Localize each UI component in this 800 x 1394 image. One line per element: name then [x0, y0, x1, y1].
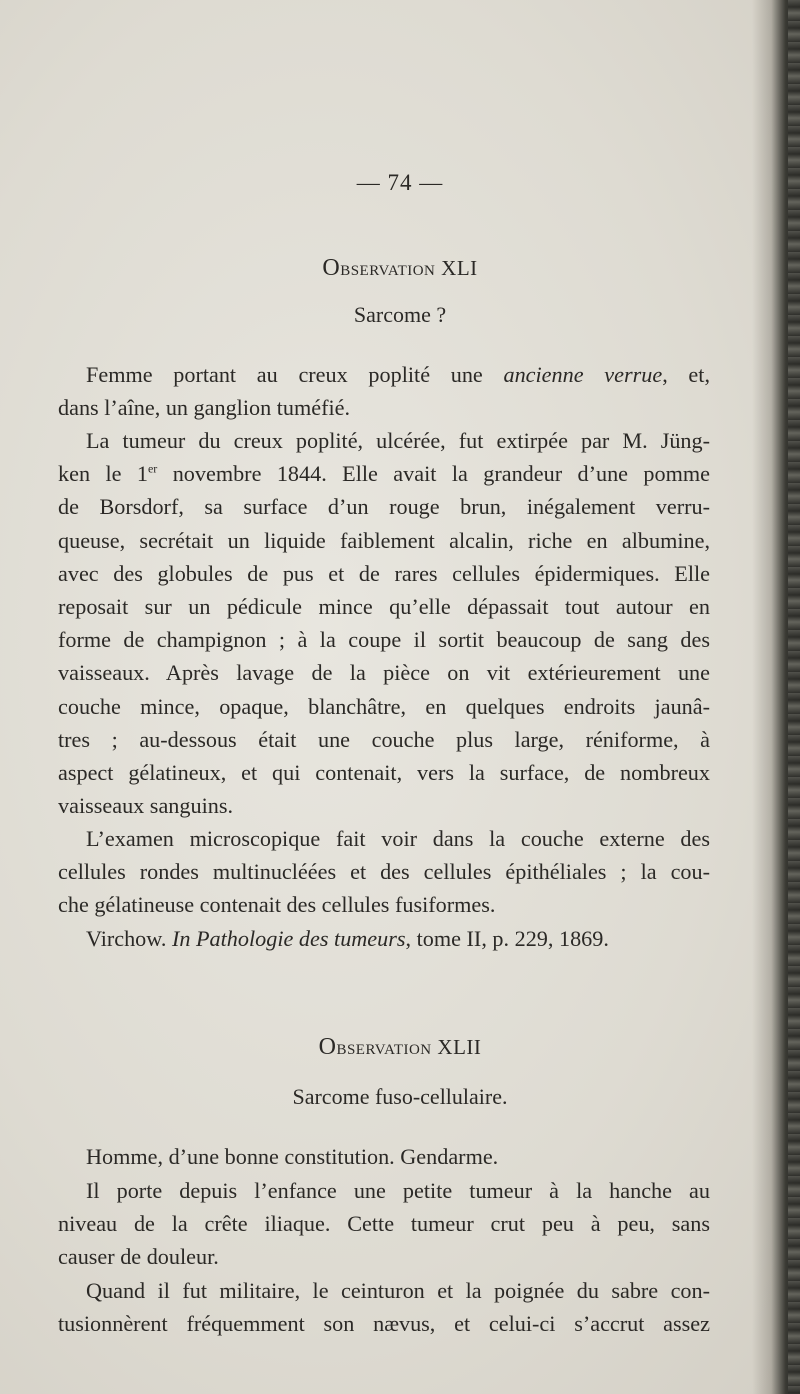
page-number: — 74 — [356, 170, 444, 195]
observation-42-paragraph-1 [58, 1140, 710, 1173]
observation-42-paragraph-3 [58, 1274, 710, 1340]
text-line: vaisseaux. Après lavage de la pièce on vit extérieurement une [58, 660, 710, 686]
text-line: Quand il fut militaire, le ceinturon et la poignée du sabre con- [86, 1278, 710, 1303]
text-run: , et, [662, 362, 710, 387]
text-line: che gélatineuse contenait des cellules fusiformes. [58, 892, 496, 918]
text-line [58, 358, 710, 391]
observation-41-paragraph-2 [58, 424, 710, 822]
observation-41-subtitle: Sarcome ? [353, 302, 447, 327]
observation-41-paragraph-1 [58, 358, 710, 424]
observation-42-subtitle: Sarcome fuso-cellulaire. [292, 1084, 508, 1109]
text-run: novembre 1844. Elle avait la grandeur d’une pomme [157, 461, 710, 487]
text-line: L’examen microscopique fait voir dans la couche externe des [86, 826, 710, 851]
text-line [58, 922, 710, 955]
text-line: couche mince, opaque, blanchâtre, en quelques endroits jaunâ- [58, 693, 710, 719]
observation-41-paragraph-3 [58, 822, 710, 922]
text-line: forme de champignon ; à la coupe il sortit beaucoup de sang des [58, 627, 710, 653]
text-run: ken le 1 [58, 461, 148, 487]
text-run: Virchow. [86, 926, 172, 951]
book-binding-edge [788, 0, 800, 1394]
text-run: , tome II, p. 229, 1869. [405, 926, 609, 951]
observation-42-heading: Observation XLII [318, 1034, 482, 1060]
italic-text: In Pathologie des tumeurs [171, 926, 406, 951]
observation-41-heading: Observation XLI [322, 255, 478, 281]
text-line: avec des globules de pus et de rares cellules épidermiques. Elle [58, 560, 710, 586]
observation-41-citation [58, 922, 710, 955]
italic-text: ancienne verrue [503, 362, 663, 387]
text-line [58, 457, 710, 490]
text-line: tusionnèrent fréquemment son nævus, et celui-ci s’accrut assez [58, 1311, 710, 1337]
text-run: Femme portant au creux poplité une [86, 362, 504, 387]
text-line: tres ; au-dessous était une couche plus large, réniforme, à [58, 726, 710, 752]
observation-42-paragraph-2 [58, 1174, 710, 1274]
text-line: queuse, secrétait un liquide faiblement alcalin, riche en albumine, [58, 527, 710, 553]
text-line: Il porte depuis l’enfance une petite tumeur à la hanche au [86, 1178, 710, 1203]
superscript: er [147, 461, 158, 476]
text-line: Homme, d’une bonne constitution. Gendarme. [86, 1144, 499, 1169]
text-line: La tumeur du creux poplité, ulcérée, fut extirpée par M. Jüng- [86, 428, 710, 453]
text-line: causer de douleur. [58, 1244, 219, 1270]
text-line: dans l’aîne, un ganglion tuméfié. [58, 395, 351, 421]
text-line: vaisseaux sanguins. [58, 793, 234, 819]
text-line: aspect gélatineux, et qui contenait, vers la surface, de nombreux [58, 760, 710, 786]
text-line: cellules rondes multinucléées et des cellules épithéliales ; la cou- [58, 859, 710, 885]
text-line: niveau de la crête iliaque. Cette tumeur crut peu à peu, sans [58, 1211, 710, 1237]
text-line: de Borsdorf, sa surface d’un rouge brun, inégalement verru- [58, 494, 710, 520]
text-line: reposait sur un pédicule mince qu’elle dépassait tout autour en [58, 594, 710, 620]
